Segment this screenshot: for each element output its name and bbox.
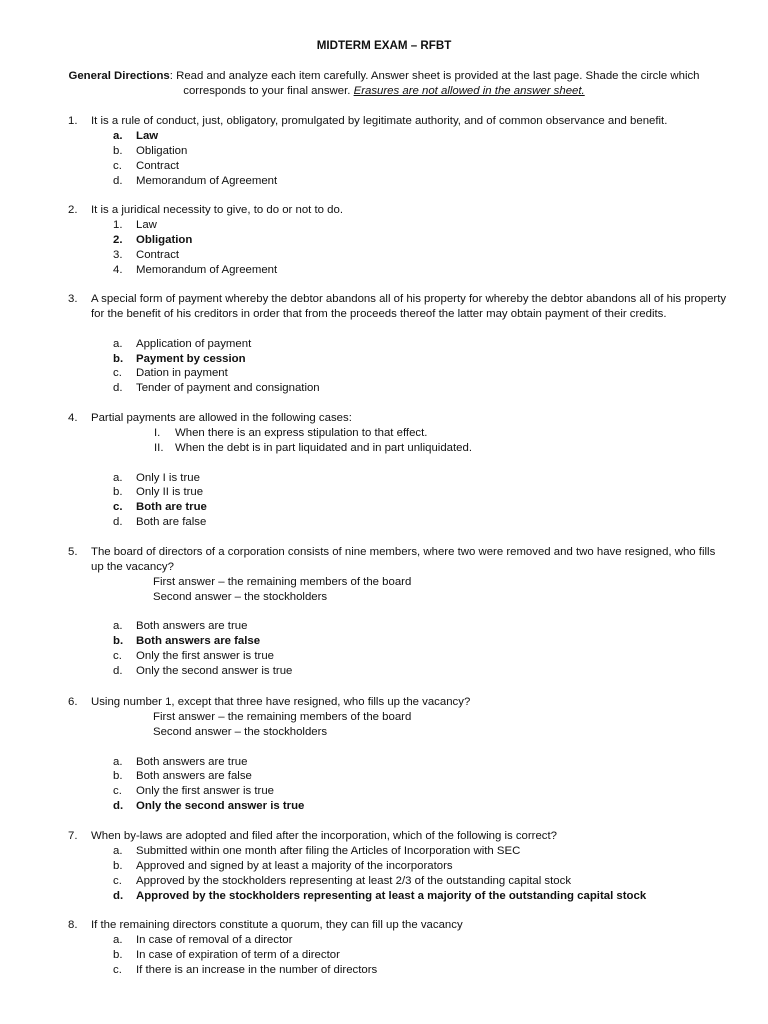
option-letter: b. <box>113 948 123 961</box>
question-text: It is a juridical necessity to give, to do or not to do. <box>91 204 343 216</box>
question-number: 7. <box>68 830 78 842</box>
option-letter: a. <box>113 620 123 633</box>
exam-title: MIDTERM EXAM – RFBT <box>316 39 452 52</box>
option-letter: 2. <box>113 233 123 246</box>
option-d <box>0 515 768 530</box>
option-text: Both are false <box>136 516 207 529</box>
option-letter: c. <box>113 367 122 380</box>
option-text: Approved by the stockholders representing at least 2/3 of the outstanding capital stock <box>136 874 572 887</box>
question-6 <box>0 695 768 814</box>
option-c <box>0 649 768 664</box>
option-letter: d. <box>113 174 123 187</box>
option-text: Contract <box>136 248 180 261</box>
option-text: Law <box>136 218 157 231</box>
question-text: The board of directors of a corporation consists of nine members, where two were removed and two have resigned, who fills up the vacancy? <box>91 546 716 573</box>
option-letter: b. <box>113 486 123 499</box>
option-3 <box>0 248 768 263</box>
question-number: 6. <box>68 696 78 708</box>
option-text: In case of expiration of term of a director <box>136 948 340 961</box>
option-letter: b. <box>113 352 124 365</box>
option-text: Approved by the stockholders representing at least a majority of the outstanding capital stock <box>136 889 647 902</box>
question-1 <box>0 114 768 188</box>
question-text: Partial payments are allowed in the following cases: <box>91 412 352 424</box>
question-8 <box>0 918 768 978</box>
directions-label: General Directions <box>68 70 170 82</box>
question-number: 1. <box>68 115 78 127</box>
option-text: Contract <box>136 159 180 172</box>
option-letter: c. <box>113 874 122 887</box>
option-b <box>0 352 768 367</box>
first-answer <box>0 575 768 590</box>
question-text: When by-laws are adopted and filed after the incorporation, which of the following is correct? <box>91 830 558 842</box>
option-c <box>0 963 768 978</box>
option-c <box>0 159 768 174</box>
question-7 <box>0 829 768 903</box>
option-d <box>0 174 768 189</box>
option-a <box>0 337 768 352</box>
question-2 <box>0 203 768 277</box>
option-c <box>0 874 768 889</box>
option-letter: a. <box>113 129 123 142</box>
option-text: Dation in payment <box>136 367 228 380</box>
statement-numeral: I. <box>154 426 161 439</box>
option-b <box>0 948 768 963</box>
statement-text: When there is an express stipulation to that effect. <box>175 426 428 439</box>
option-2 <box>0 233 768 248</box>
option-b <box>0 485 768 500</box>
answer-text: Second answer – the stockholders <box>153 590 328 603</box>
option-letter: b. <box>113 635 124 648</box>
second-answer <box>0 725 768 740</box>
option-letter: c. <box>113 501 123 514</box>
option-text: Both answers are true <box>136 755 248 768</box>
option-letter: d. <box>113 382 123 395</box>
option-letter: d. <box>113 800 124 813</box>
option-a <box>0 933 768 948</box>
option-letter: c. <box>113 963 122 976</box>
question-3 <box>0 292 768 396</box>
option-text: If there is an increase in the number of directors <box>136 963 378 976</box>
answer-text: First answer – the remaining members of the board <box>153 710 412 723</box>
option-text: In case of removal of a director <box>136 933 293 946</box>
option-a <box>0 619 768 634</box>
option-letter: b. <box>113 859 123 872</box>
question-text: A special form of payment whereby the debtor abandons all of his property for whereby the debtor abandons all of his property for the benefit of his creditors in order that from the proceeds thereof the latter may obtain payment of their credits. <box>91 293 727 320</box>
question-text: If the remaining directors constitute a quorum, they can fill up the vacancy <box>91 919 463 931</box>
directions-emphasis: Erasures are not allowed in the answer sheet. <box>353 84 585 97</box>
option-c <box>0 366 768 381</box>
option-letter: d. <box>113 516 123 529</box>
option-text: Memorandum of Agreement <box>136 174 278 187</box>
option-text: Submitted within one month after filing the Articles of Incorporation with SEC <box>136 844 521 857</box>
option-letter: c. <box>113 159 122 172</box>
option-text: Only the first answer is true <box>136 785 275 798</box>
option-text: Obligation <box>136 233 193 246</box>
option-letter: d. <box>113 889 124 902</box>
question-5 <box>0 545 768 679</box>
question-number: 3. <box>68 293 78 305</box>
question-number: 4. <box>68 412 78 424</box>
option-b <box>0 144 768 159</box>
option-text: Both answers are false <box>136 770 252 783</box>
option-b <box>0 859 768 874</box>
option-c <box>0 500 768 515</box>
statement-text: When the debt is in part liquidated and in part unliquidated. <box>175 441 472 454</box>
option-a <box>0 129 768 144</box>
option-text: Both are true <box>136 501 207 514</box>
option-letter: a. <box>113 933 123 946</box>
option-text: Only the second answer is true <box>136 800 305 813</box>
option-d <box>0 664 768 679</box>
option-text: Only the first answer is true <box>136 650 275 663</box>
option-letter: a. <box>113 337 123 350</box>
option-text: Application of payment <box>136 337 252 350</box>
option-a <box>0 755 768 770</box>
option-letter: 4. <box>113 263 123 276</box>
option-b <box>0 634 768 649</box>
option-4 <box>0 263 768 278</box>
general-directions <box>40 69 728 99</box>
question-number: 5. <box>68 546 78 558</box>
question-text: It is a rule of conduct, just, obligatory, promulgated by legitimate authority, and of common observance and benefit. <box>91 115 668 127</box>
option-text: Only II is true <box>136 486 204 499</box>
first-answer <box>0 710 768 725</box>
question-4 <box>0 411 768 530</box>
option-letter: a. <box>113 844 123 857</box>
option-d <box>0 381 768 396</box>
question-text: Using number 1, except that three have resigned, who fills up the vacancy? <box>91 696 471 708</box>
option-d <box>0 799 768 814</box>
option-text: Both answers are false <box>136 635 261 648</box>
second-answer <box>0 590 768 605</box>
directions-text: : Read and analyze each item carefully. Answer sheet is provided at the last page. Shade the circle which corresponds to your final answer. <box>169 70 700 97</box>
option-text: Law <box>136 129 159 142</box>
statement-i <box>0 426 768 441</box>
option-text: Payment by cession <box>136 352 246 365</box>
option-letter: d. <box>113 665 123 678</box>
option-letter: 1. <box>113 218 123 231</box>
statement-numeral: II. <box>154 441 164 454</box>
option-d <box>0 889 768 904</box>
option-letter: a. <box>113 471 123 484</box>
option-letter: a. <box>113 755 123 768</box>
option-a <box>0 471 768 486</box>
question-number: 2. <box>68 204 78 216</box>
option-b <box>0 769 768 784</box>
option-letter: b. <box>113 770 123 783</box>
answer-text: Second answer – the stockholders <box>153 725 328 738</box>
option-text: Approved and signed by at least a majority of the incorporators <box>136 859 453 872</box>
option-text: Only I is true <box>136 471 200 484</box>
option-letter: 3. <box>113 248 123 261</box>
option-text: Both answers are true <box>136 620 248 633</box>
option-text: Tender of payment and consignation <box>136 382 320 395</box>
option-text: Only the second answer is true <box>136 665 293 678</box>
answer-text: First answer – the remaining members of the board <box>153 575 412 588</box>
option-text: Memorandum of Agreement <box>136 263 278 276</box>
option-letter: b. <box>113 144 123 157</box>
option-text: Obligation <box>136 144 188 157</box>
option-a <box>0 844 768 859</box>
question-number: 8. <box>68 919 78 931</box>
option-1 <box>0 218 768 233</box>
option-letter: c. <box>113 785 122 798</box>
option-letter: c. <box>113 650 122 663</box>
statement-ii <box>0 441 768 456</box>
option-c <box>0 784 768 799</box>
